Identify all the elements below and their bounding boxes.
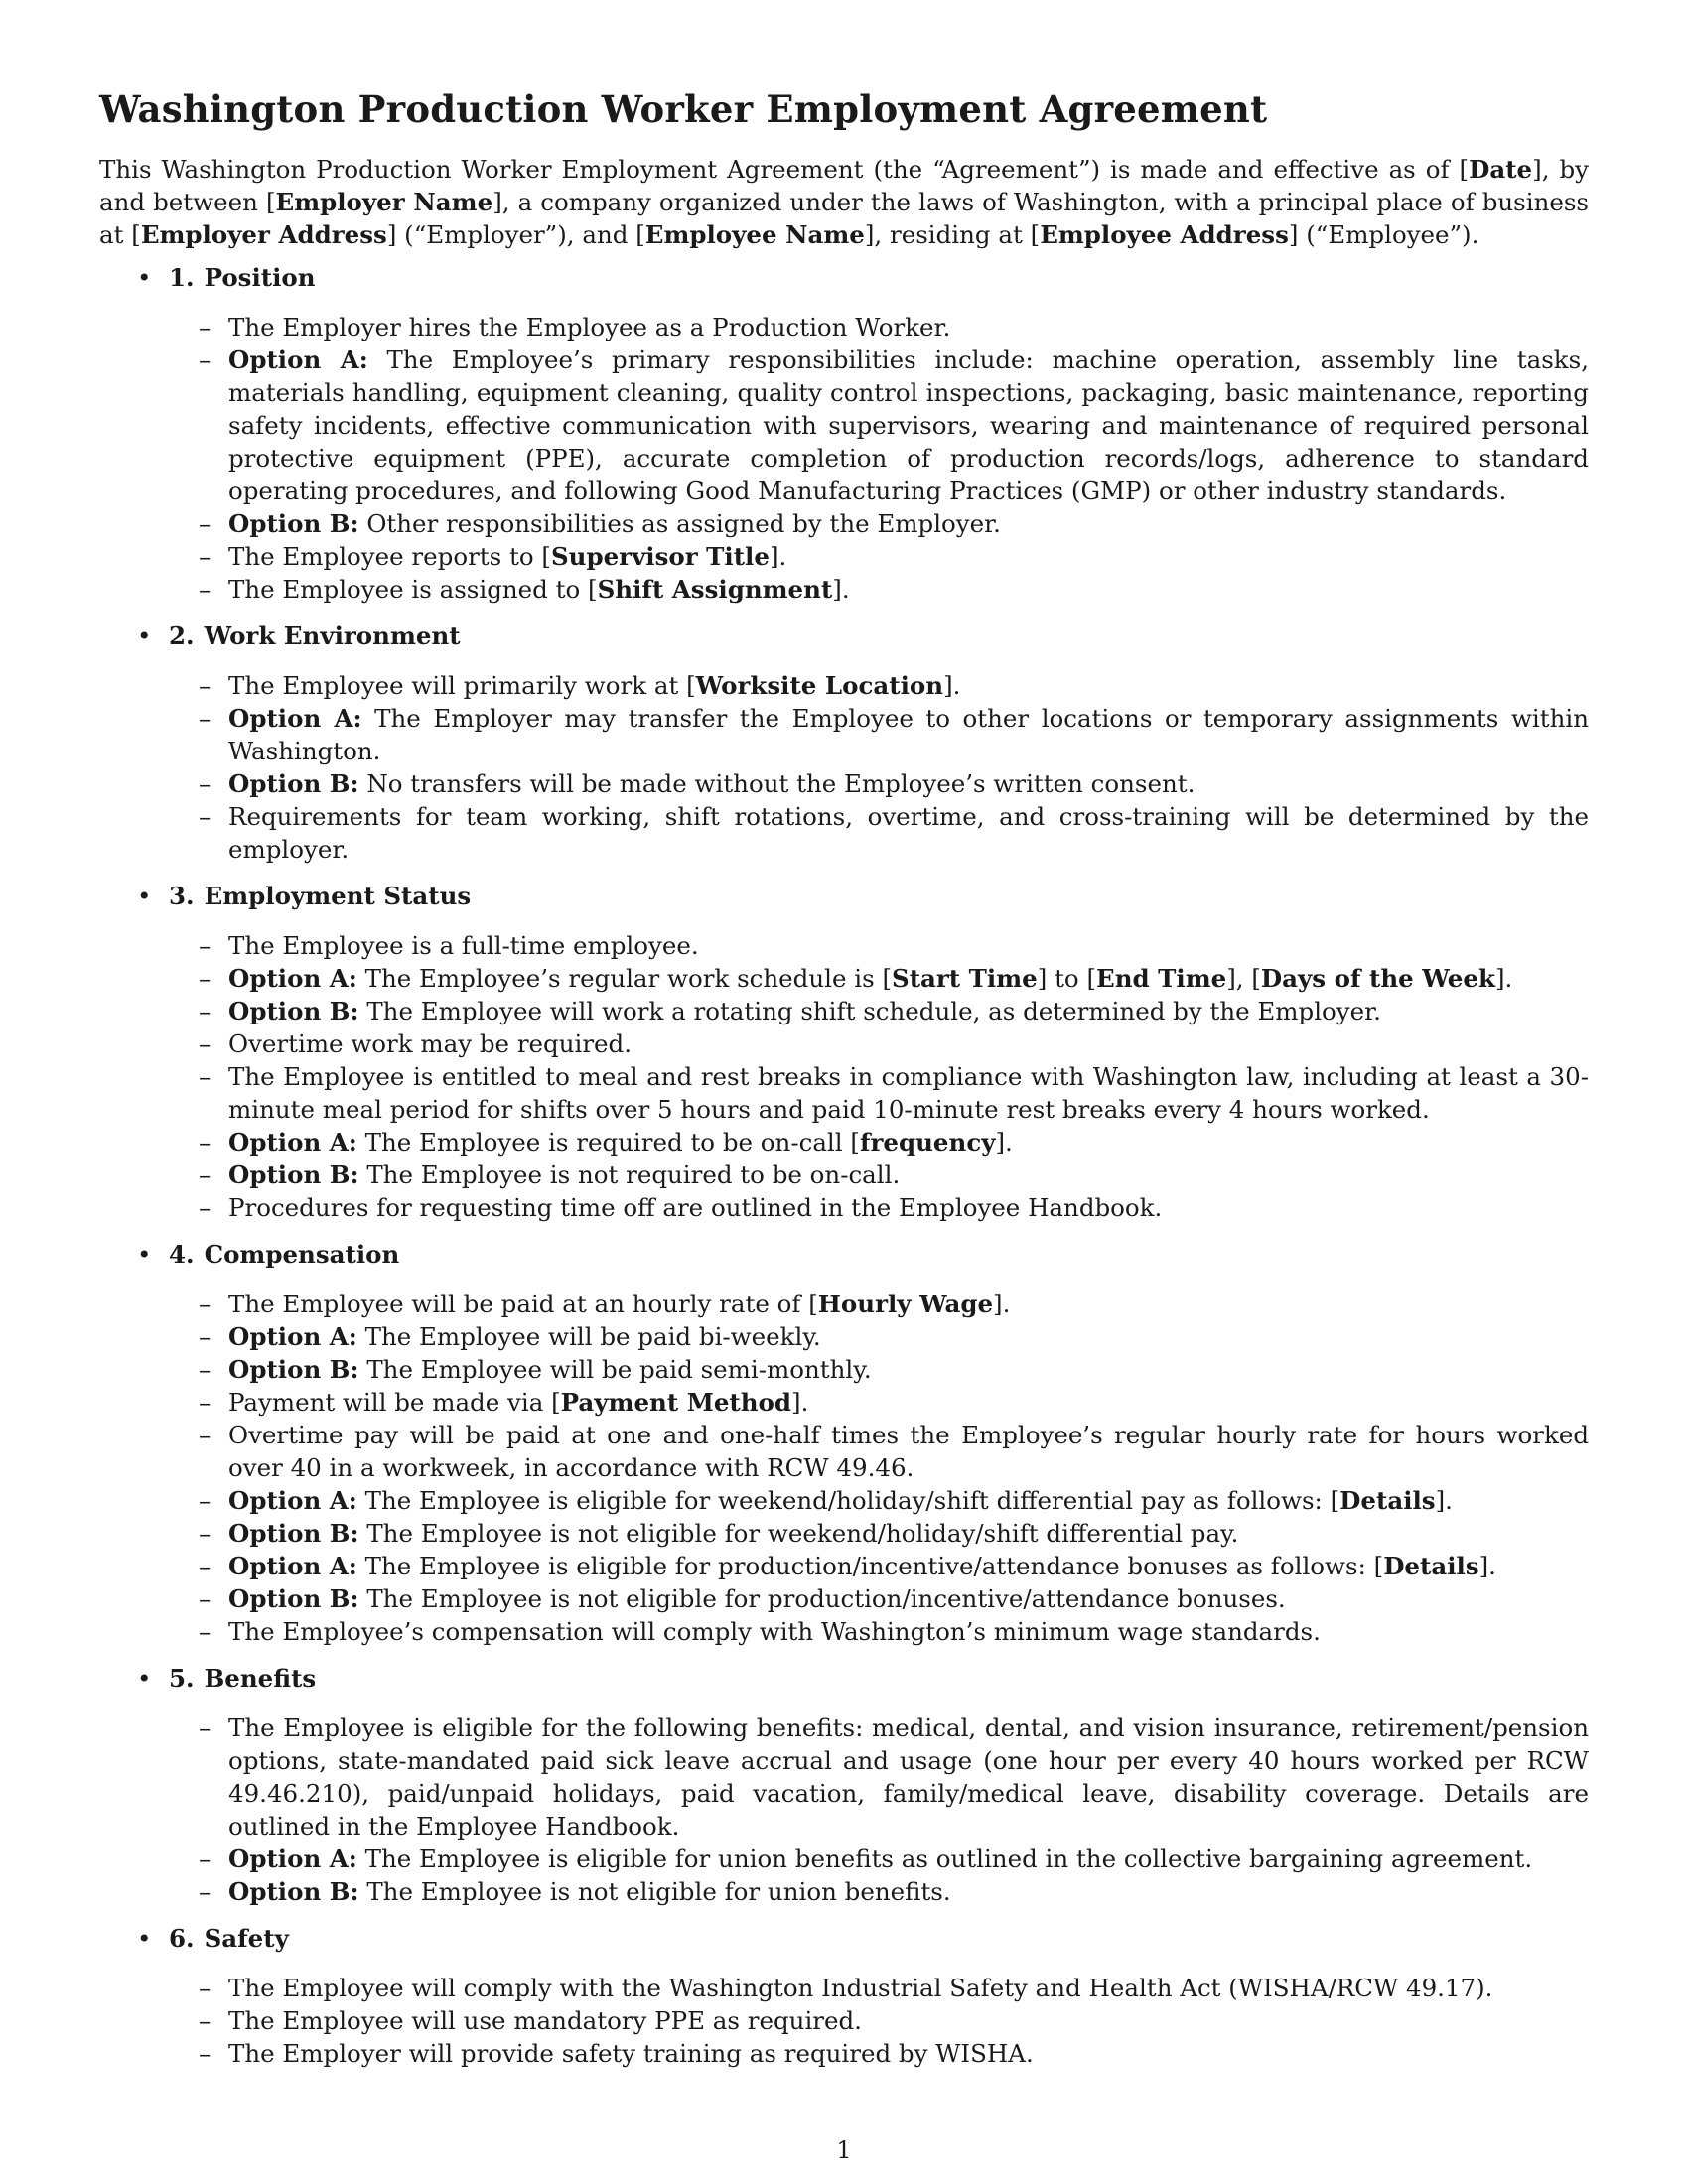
list-item (99, 1386, 1589, 1419)
sections-container (99, 261, 1589, 2070)
section-number: 1. (169, 263, 195, 292)
item-run: ], [ (1226, 964, 1261, 993)
section-title: Work Environment (204, 621, 461, 650)
item-run: Details (1339, 1486, 1436, 1515)
dash-icon: – (199, 1877, 211, 1906)
dash-icon: – (199, 1584, 211, 1613)
list-item (99, 2037, 1589, 2070)
bullet-icon: • (137, 263, 152, 292)
item-run: ]. (769, 542, 787, 571)
intro-run: Employee Address (1040, 220, 1289, 249)
section-heading (99, 1922, 1589, 1955)
intro-run: ] (“Employee”). (1288, 220, 1479, 249)
item-run: No transfers will be made without the Employee’s written consent. (358, 769, 1196, 798)
list-item (99, 1843, 1589, 1875)
item-run: The Employee is eligible for weekend/holiday/shift differential pay as follows: [ (356, 1486, 1340, 1515)
section-heading (99, 1662, 1589, 1695)
bullet-icon: • (137, 882, 152, 910)
item-run: Option A: (228, 1552, 357, 1580)
dash-icon: – (199, 313, 211, 341)
list-item (99, 1615, 1589, 1648)
dash-icon: – (199, 509, 211, 538)
item-run: Option A: (228, 1322, 357, 1351)
bullet-icon: • (137, 1240, 152, 1269)
item-run: ]. (791, 1388, 809, 1417)
item-run: Supervisor Title (550, 542, 770, 571)
dash-icon: – (199, 704, 211, 733)
item-run: The Employee is required to be on-call [ (356, 1128, 860, 1157)
item-run: End Time (1096, 964, 1227, 993)
dash-icon: – (199, 964, 211, 993)
item-run: ]. (1494, 964, 1513, 993)
list-item (99, 1126, 1589, 1159)
intro-run: [ (1459, 155, 1470, 184)
item-run: Option B: (228, 1355, 359, 1384)
list-item (99, 1419, 1589, 1484)
section-2 (99, 619, 1589, 866)
intro-run: ], a company organized under the laws of Washington, with a principal place of business at [ (99, 188, 1589, 249)
item-run: Details (1383, 1552, 1479, 1580)
list-item (99, 1320, 1589, 1353)
item-run: The Employee will be paid semi-monthly. (358, 1355, 872, 1384)
item-run: The Employee is eligible for production/incentive/attendance bonuses as follows: [ (356, 1552, 1384, 1580)
intro-run: Employer Address (140, 220, 387, 249)
section-4 (99, 1238, 1589, 1648)
list-item (99, 1484, 1589, 1517)
item-run: ]. (993, 1290, 1011, 1318)
intro-run: ], residing at [ (864, 220, 1041, 249)
item-run: The Employer hires the Employee as a Production Worker. (228, 313, 951, 341)
list-item (99, 1875, 1589, 1908)
dash-icon: – (199, 1128, 211, 1157)
section-title: Employment Status (204, 882, 472, 910)
bullet-icon: • (137, 621, 152, 650)
intro-run: ] (“Employer”), and [ (386, 220, 645, 249)
dash-icon: – (199, 1355, 211, 1384)
list-item (99, 1353, 1589, 1386)
section-3 (99, 880, 1589, 1224)
item-run: Option B: (228, 1584, 359, 1613)
item-run: ]. (832, 575, 850, 604)
list-item (99, 1159, 1589, 1191)
intro-paragraph (99, 153, 1589, 251)
list-item (99, 1550, 1589, 1582)
intro-run: This Washington Production Worker Employment Agreement (the “Agreement”) is made and effective as of (99, 155, 1460, 184)
item-run: ] to [ (1037, 964, 1097, 993)
item-run: ]. (1478, 1552, 1496, 1580)
dash-icon: – (199, 931, 211, 960)
section-heading (99, 619, 1589, 652)
item-run: Option B: (228, 1877, 359, 1906)
dash-icon: – (199, 1844, 211, 1873)
section-heading (99, 1238, 1589, 1271)
item-run: Hourly Wage (817, 1290, 994, 1318)
section-item-list (99, 669, 1589, 866)
dash-icon: – (199, 2006, 211, 2035)
dash-icon: – (199, 1322, 211, 1351)
item-run: Shift Assignment (597, 575, 833, 604)
item-run: The Employee will primarily work at [ (228, 671, 696, 700)
item-run: Procedures for requesting time off are outlined in the Employee Handbook. (228, 1193, 1163, 1222)
list-item (99, 702, 1589, 767)
bullet-icon: • (137, 1664, 152, 1693)
item-run: Payment will be made via [ (228, 1388, 561, 1417)
list-item (99, 573, 1589, 606)
document-page (99, 87, 1589, 2084)
item-run: Overtime pay will be paid at one and one-half times the Employee’s regular hourly rate for hours worked over 40 in a workweek, in accordance with RCW 49.46. (228, 1421, 1589, 1482)
list-item (99, 1288, 1589, 1320)
list-item (99, 1582, 1589, 1615)
item-run: The Employee’s primary responsibilities include: machine operation, assembly line tasks, materials handling, equipment cleaning, quality control inspections, packaging, basic maintenance, reporting safety incidents, effective communication with supervisors, wearing and maintenance of required personal protective equipment (PPE), accurate completion of production records/logs, adherence to standard operating procedures, and following Good Manufacturing Practices (GMP) or other industry standards. (228, 345, 1589, 505)
dash-icon: – (199, 671, 211, 700)
section-item-list (99, 1711, 1589, 1908)
list-item (99, 1060, 1589, 1126)
item-run: The Employee is eligible for union benefits as outlined in the collective bargaining agreement. (356, 1844, 1533, 1873)
item-run: The Employee is a full-time employee. (228, 931, 699, 960)
item-run: Option B: (228, 509, 359, 538)
item-run: Start Time (892, 964, 1038, 993)
section-title: Benefits (204, 1664, 317, 1693)
item-run: The Employee will comply with the Washington Industrial Safety and Health Act (WISHA/RCW 49.17). (228, 1974, 1493, 2002)
section-1 (99, 261, 1589, 606)
item-run: The Employee is eligible for the following benefits: medical, dental, and vision insurance, retirement/pension options, state-mandated paid sick leave accrual and usage (one hour per every 40 hours worked per RCW 49.46.210), paid/unpaid holidays, paid vacation, family/medical leave, disability coverage. Details are outlined in the Employee Handbook. (228, 1713, 1589, 1841)
dash-icon: – (199, 345, 211, 374)
dash-icon: – (199, 2039, 211, 2068)
item-run: The Employee is not eligible for weekend/holiday/shift differential pay. (358, 1519, 1239, 1548)
section-item-list (99, 1972, 1589, 2070)
list-item (99, 800, 1589, 866)
item-run: Days of the Week (1260, 964, 1495, 993)
dash-icon: – (199, 542, 211, 571)
dash-icon: – (199, 1029, 211, 1058)
section-item-list (99, 929, 1589, 1224)
item-run: ]. (995, 1128, 1013, 1157)
section-title: Position (204, 263, 316, 292)
list-item (99, 767, 1589, 800)
page-number: 1 (836, 2136, 852, 2164)
item-run: ]. (943, 671, 961, 700)
item-run: Option B: (228, 997, 359, 1025)
section-number: 3. (169, 882, 195, 910)
section-title: Compensation (204, 1240, 400, 1269)
section-title: Safety (204, 1924, 289, 1953)
dash-icon: – (199, 1193, 211, 1222)
list-item (99, 1711, 1589, 1843)
dash-icon: – (199, 1062, 211, 1091)
item-run: The Employee is entitled to meal and rest breaks in compliance with Washington law, including at least a 30-minute meal period for shifts over 5 hours and paid 10-minute rest breaks every 4 hours worked. (228, 1062, 1589, 1124)
section-item-list (99, 311, 1589, 606)
item-run: Overtime work may be required. (228, 1029, 633, 1058)
item-run: Option A: (228, 1486, 357, 1515)
item-run: The Employee’s regular work schedule is [ (356, 964, 893, 993)
dash-icon: – (199, 1552, 211, 1580)
dash-icon: – (199, 1421, 211, 1449)
section-number: 2. (169, 621, 195, 650)
item-run: Option A: (228, 704, 362, 733)
item-run: Option A: (228, 345, 368, 374)
dash-icon: – (199, 1160, 211, 1189)
list-item (99, 929, 1589, 962)
dash-icon: – (199, 1388, 211, 1417)
dash-icon: – (199, 1519, 211, 1548)
intro-run: ], by and between [ (99, 155, 1589, 216)
item-run: Other responsibilities as assigned by the Employer. (358, 509, 1001, 538)
item-run: The Employee’s compensation will comply with Washington’s minimum wage standards. (228, 1617, 1321, 1646)
item-run: Option B: (228, 769, 359, 798)
section-item-list (99, 1288, 1589, 1648)
list-item (99, 2004, 1589, 2037)
document-title: Washington Production Worker Employment Agreement (99, 87, 1268, 131)
item-run: Requirements for team working, shift rotations, overtime, and cross-training will be determined by the employer. (228, 802, 1589, 864)
section-number: 4. (169, 1240, 195, 1269)
dash-icon: – (199, 1486, 211, 1515)
dash-icon: – (199, 1290, 211, 1318)
list-item (99, 1027, 1589, 1060)
dash-icon: – (199, 1713, 211, 1742)
item-run: Payment Method (560, 1388, 792, 1417)
item-run: The Employee will be paid bi-weekly. (356, 1322, 821, 1351)
item-run: The Employee is not eligible for production/incentive/attendance bonuses. (358, 1584, 1286, 1613)
list-item (99, 669, 1589, 702)
list-item (99, 1191, 1589, 1224)
item-run: Option A: (228, 1128, 357, 1157)
item-run: Option B: (228, 1160, 359, 1189)
item-run: The Employee will work a rotating shift schedule, as determined by the Employer. (358, 997, 1381, 1025)
dash-icon: – (199, 1974, 211, 2002)
list-item (99, 343, 1589, 507)
dash-icon: – (199, 769, 211, 798)
list-item (99, 1517, 1589, 1550)
item-run: The Employer may transfer the Employee to other locations or temporary assignments within Washington. (228, 704, 1589, 765)
dash-icon: – (199, 1617, 211, 1646)
item-run: frequency (859, 1128, 996, 1157)
item-run: Option B: (228, 1519, 359, 1548)
item-run: The Employee is not eligible for union benefits. (358, 1877, 951, 1906)
section-number: 6. (169, 1924, 195, 1953)
list-item (99, 962, 1589, 995)
intro-run: Employee Name (644, 220, 865, 249)
item-run: The Employee is not required to be on-call. (358, 1160, 901, 1189)
item-run: The Employer will provide safety training as required by WISHA. (228, 2039, 1034, 2068)
list-item (99, 995, 1589, 1027)
item-run: Option A: (228, 1844, 357, 1873)
dash-icon: – (199, 997, 211, 1025)
list-item (99, 540, 1589, 573)
section-5 (99, 1662, 1589, 1908)
intro-run: Date (1469, 155, 1533, 184)
dash-icon: – (199, 802, 211, 831)
intro-run: Employer Name (275, 188, 493, 216)
section-6 (99, 1922, 1589, 2070)
item-run: The Employee will be paid at an hourly rate of [ (228, 1290, 818, 1318)
bullet-icon: • (137, 1924, 152, 1953)
item-run: The Employee will use mandatory PPE as required. (228, 2006, 862, 2035)
item-run: Option A: (228, 964, 357, 993)
list-item (99, 311, 1589, 343)
item-run: ]. (1435, 1486, 1453, 1515)
list-item (99, 1972, 1589, 2004)
section-number: 5. (169, 1664, 195, 1693)
item-run: Worksite Location (695, 671, 944, 700)
list-item (99, 507, 1589, 540)
section-heading (99, 880, 1589, 912)
section-heading (99, 261, 1589, 294)
dash-icon: – (199, 575, 211, 604)
item-run: The Employee is assigned to [ (228, 575, 598, 604)
item-run: The Employee reports to [ (228, 542, 551, 571)
